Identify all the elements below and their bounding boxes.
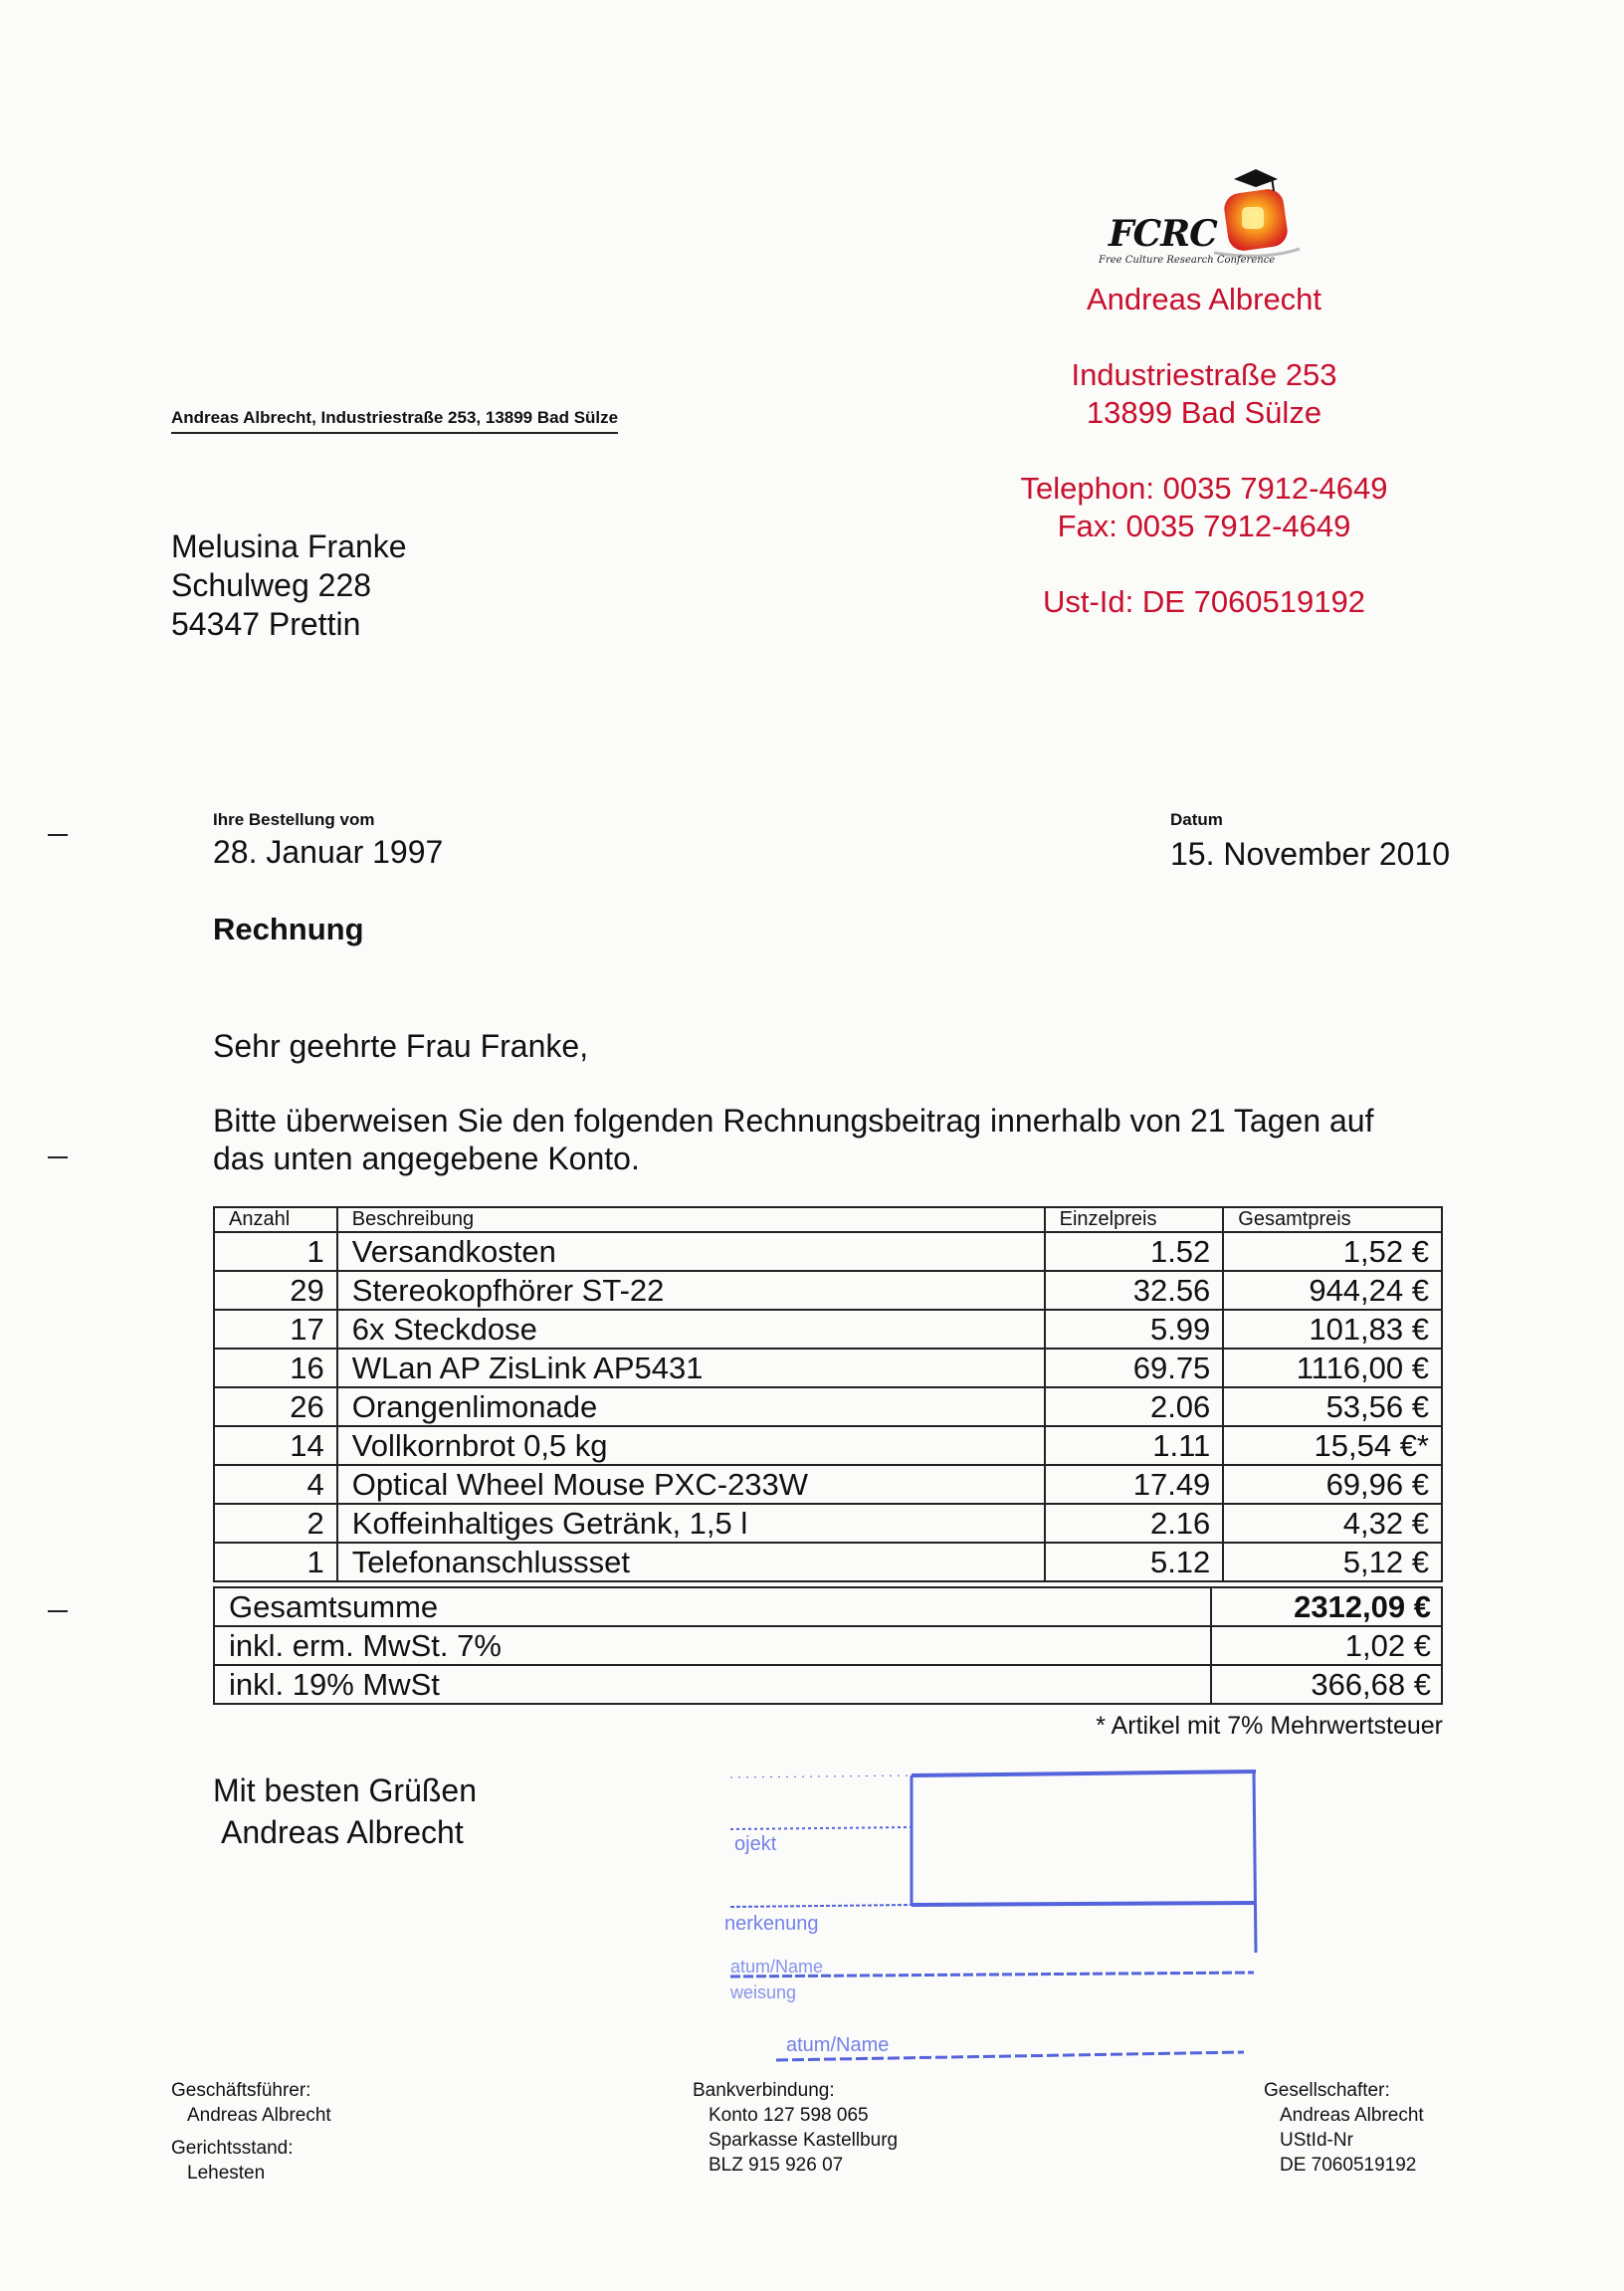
closing-name: Andreas Albrecht	[221, 1814, 464, 1850]
invoice-totals-table	[213, 1586, 1443, 1705]
sender-fax	[1005, 508, 1403, 545]
phone-label: Telephon:	[1020, 471, 1154, 506]
body-text-line-2: das unten angegebene Konto.	[213, 1141, 640, 1176]
row-total-price: 69,96 €	[1223, 1465, 1442, 1504]
row-total-price: 53,56 €	[1223, 1387, 1442, 1426]
row-unit-price: 5.99	[1045, 1310, 1224, 1349]
row-total-price: 101,83 €	[1223, 1310, 1442, 1349]
sender-name: Andreas Albrecht	[1086, 282, 1322, 316]
grand-total-label: Gesamtsumme	[229, 1588, 439, 1624]
document-title: Rechnung	[213, 912, 364, 946]
fold-mark-middle	[48, 1156, 68, 1158]
fold-mark-bottom	[48, 1610, 68, 1612]
row-description: 6x Steckdose	[337, 1310, 1045, 1349]
vat7-row	[214, 1626, 1442, 1665]
footer-bank	[693, 2078, 898, 2178]
sender-phone	[1005, 470, 1403, 508]
vat19-row	[214, 1665, 1442, 1704]
row-description: Stereokopfhörer ST-22	[337, 1271, 1045, 1310]
invoice-items-table	[213, 1206, 1443, 1582]
row-unit-price: 69.75	[1045, 1349, 1224, 1387]
recipient-street: Schulweg 228	[171, 567, 372, 603]
fax-label: Fax:	[1057, 509, 1117, 543]
sender-city: 13899 Bad Sülze	[1086, 395, 1322, 430]
column-header-description: Beschreibung	[337, 1207, 1045, 1232]
row-description: Versandkosten	[337, 1232, 1045, 1271]
footer-partner	[1264, 2078, 1424, 2178]
ust-label: Ust-Id:	[1042, 584, 1134, 619]
table-row	[214, 1232, 1442, 1271]
invoice-date: 15. November 2010	[1170, 836, 1451, 872]
row-total-price: 5,12 €	[1223, 1543, 1442, 1581]
vat7-value: 1,02 €	[1211, 1626, 1442, 1665]
total-row	[214, 1587, 1442, 1626]
footer-court-title: Gerichtsstand:	[171, 2138, 294, 2159]
row-description: Telefonanschlussset	[337, 1543, 1045, 1581]
row-quantity: 2	[214, 1504, 337, 1543]
table-row	[214, 1543, 1442, 1581]
vat19-label: inkl. 19% MwSt	[214, 1665, 1211, 1704]
body-text-line-1: Bitte überweisen Sie den folgenden Rechnungsbeitrag innerhalb von 21 Tagen auf	[213, 1103, 1374, 1139]
row-quantity: 1	[214, 1543, 337, 1581]
vat19-value: 366,68 €	[1211, 1665, 1442, 1704]
column-header-total-price: Gesamtpreis	[1223, 1207, 1442, 1232]
footer-management-title: Geschäftsführer:	[171, 2080, 311, 2101]
row-total-price: 944,24 €	[1223, 1271, 1442, 1310]
return-address: Andreas Albrecht, Industriestraße 253, 13899 Bad Sülze	[171, 408, 618, 434]
row-unit-price: 2.06	[1045, 1387, 1224, 1426]
row-quantity: 17	[214, 1310, 337, 1349]
stamp-label-date-name-1: atum/Name	[730, 1957, 824, 1977]
row-total-price: 1,52 €	[1223, 1232, 1442, 1271]
table-row	[214, 1465, 1442, 1504]
fold-mark-top	[48, 834, 68, 836]
row-description: Orangenlimonade	[337, 1387, 1045, 1426]
footer-bank-account: Konto 127 598 065	[709, 2105, 869, 2126]
footer-bank-name: Sparkasse Kastellburg	[709, 2130, 899, 2151]
stamp-label-note: nerkenung	[724, 1913, 819, 1935]
sender-ust	[1005, 583, 1403, 621]
row-total-price: 4,32 €	[1223, 1504, 1442, 1543]
stamp-label-transfer: weisung	[730, 1982, 797, 2002]
logo-tagline: Free Culture Research Conference	[1099, 255, 1276, 266]
row-description: Optical Wheel Mouse PXC-233W	[337, 1465, 1045, 1504]
row-quantity: 4	[214, 1465, 337, 1504]
stamp-label-date-name-2: atum/Name	[786, 2034, 890, 2056]
column-header-unit-price: Einzelpreis	[1045, 1207, 1224, 1232]
row-unit-price: 32.56	[1045, 1271, 1224, 1310]
recipient-city: 54347 Prettin	[171, 606, 361, 642]
footer-bank-title: Bankverbindung:	[693, 2080, 835, 2101]
company-logo	[1095, 151, 1314, 271]
row-quantity: 14	[214, 1426, 337, 1465]
ust-number: DE 7060519192	[1141, 584, 1365, 619]
row-quantity: 29	[214, 1271, 337, 1310]
footer-partner-name: Andreas Albrecht	[1280, 2105, 1424, 2126]
approval-stamp	[716, 1764, 1264, 2062]
recipient-name: Melusina Franke	[171, 528, 407, 564]
table-row	[214, 1504, 1442, 1543]
row-unit-price: 2.16	[1045, 1504, 1224, 1543]
footer-vat-id-label: UStId-Nr	[1280, 2130, 1353, 2151]
row-unit-price: 1.11	[1045, 1426, 1224, 1465]
fax-number: 0035 7912-4649	[1125, 509, 1351, 543]
column-header-quantity: Anzahl	[214, 1207, 337, 1232]
table-header-row	[214, 1207, 1442, 1232]
table-row	[214, 1349, 1442, 1387]
row-total-price: 15,54 €*	[1223, 1426, 1442, 1465]
row-description: Koffeinhaltiges Getränk, 1,5 l	[337, 1504, 1045, 1543]
table-row	[214, 1426, 1442, 1465]
table-row	[214, 1387, 1442, 1426]
row-quantity: 16	[214, 1349, 337, 1387]
vat7-label: inkl. erm. MwSt. 7%	[214, 1626, 1211, 1665]
row-quantity: 1	[214, 1232, 337, 1271]
logo-wordmark: FCRC	[1109, 213, 1217, 255]
footer-court-value: Lehesten	[187, 2163, 266, 2184]
row-total-price: 1116,00 €	[1223, 1349, 1442, 1387]
row-unit-price: 1.52	[1045, 1232, 1224, 1271]
invoice-date-label: Datum	[1170, 810, 1223, 829]
order-date-label: Ihre Bestellung vom	[213, 810, 375, 829]
table-row	[214, 1310, 1442, 1349]
salutation: Sehr geehrte Frau Franke,	[213, 1028, 589, 1064]
sender-street: Industriestraße 253	[1071, 357, 1337, 392]
footer-management	[171, 2078, 331, 2186]
footer-vat-id: DE 7060519192	[1280, 2155, 1417, 2176]
stamp-label-project: ojekt	[734, 1833, 777, 1855]
phone-number: 0035 7912-4649	[1162, 471, 1388, 506]
table-row	[214, 1271, 1442, 1310]
footer-partner-title: Gesellschafter:	[1264, 2080, 1390, 2101]
footer-management-name: Andreas Albrecht	[187, 2105, 331, 2126]
row-description: WLan AP ZisLink AP5431	[337, 1349, 1045, 1387]
row-unit-price: 5.12	[1045, 1543, 1224, 1581]
grand-total-value: 2312,09 €	[1211, 1587, 1442, 1626]
order-date: 28. Januar 1997	[213, 834, 444, 870]
footer-bank-code: BLZ 915 926 07	[709, 2155, 844, 2176]
row-quantity: 26	[214, 1387, 337, 1426]
closing-greeting: Mit besten Grüßen	[213, 1772, 477, 1808]
row-description: Vollkornbrot 0,5 kg	[337, 1426, 1045, 1465]
row-unit-price: 17.49	[1045, 1465, 1224, 1504]
recipient-address	[171, 527, 407, 644]
footnote: * Artikel mit 7% Mehrwertsteuer	[1096, 1712, 1443, 1740]
